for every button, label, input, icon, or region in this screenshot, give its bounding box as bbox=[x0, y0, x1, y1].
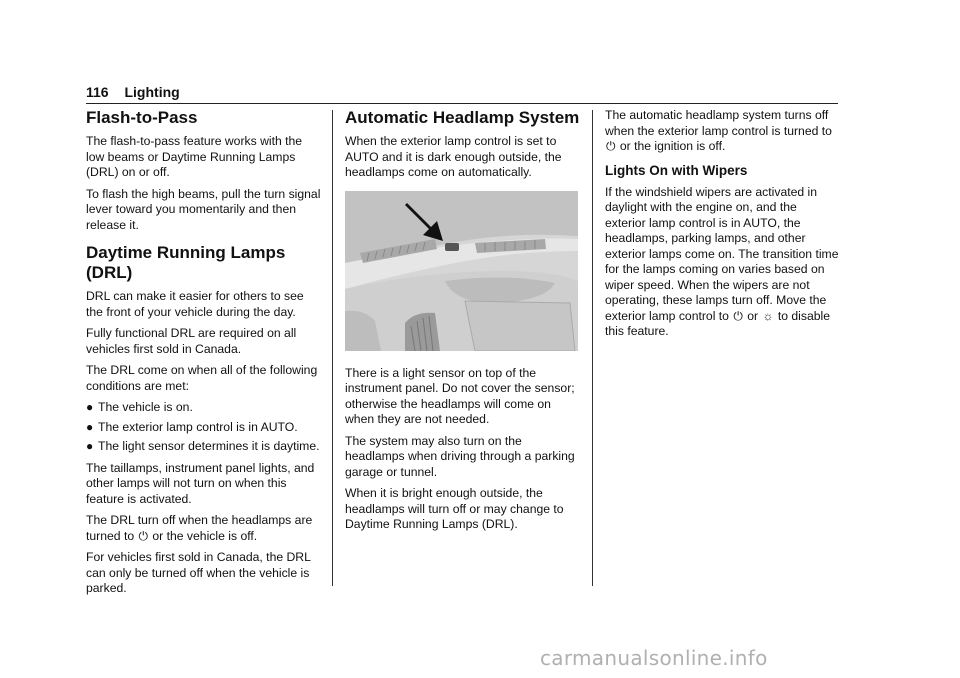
paragraph: The automatic headlamp system turns off when the exterior lamp control is turned to ⏻ or the ignition is off. bbox=[605, 108, 832, 153]
paragraph: The DRL come on when all of the following conditions are met: bbox=[86, 363, 318, 393]
section-title: Lighting bbox=[124, 84, 180, 100]
column-2 bbox=[345, 108, 580, 539]
paragraph: The system may also turn on the headlamps when driving through a parking garage or tunnel. bbox=[345, 433, 575, 479]
watermark-text: carmanualsonline.info bbox=[540, 646, 768, 670]
flash-to-pass-heading: Flash-to-Pass bbox=[86, 108, 198, 127]
page-header bbox=[86, 84, 838, 104]
conditions-list bbox=[86, 400, 322, 455]
column-divider bbox=[332, 110, 333, 586]
bullet-icon: ● bbox=[86, 419, 94, 434]
bullet-icon: ● bbox=[86, 439, 94, 453]
page-number: 116 bbox=[86, 84, 109, 100]
paragraph: If the windshield wipers are activated in daylight with the engine on, and the exterior lamp control is in AUTO, the headlamps, parking lamps, and other exterior lamps come on. The transition time for the lamps coming on varies based on wiper speed. When the wipers are not operating, these lamps turn off. Move the exterior lamp control to ⏻ or ☼ to disable this feature. bbox=[605, 184, 839, 338]
paragraph: For vehicles first sold in Canada, the DRL can only be turned off when the vehicle is parked. bbox=[86, 550, 311, 595]
automatic-headlamp-heading: Automatic Headlamp System bbox=[345, 108, 580, 127]
paragraph: There is a light sensor on top of the instrument panel. Do not cover the sensor; otherwise the headlamps will come on when they are not needed. bbox=[345, 365, 575, 426]
off-icon: ⏻ bbox=[733, 308, 743, 323]
off-icon: ⏻ bbox=[606, 139, 616, 153]
paragraph: To flash the high beams, pull the turn signal lever toward you momentarily and then release it. bbox=[86, 186, 321, 232]
parking-lamps-icon: ☼ bbox=[762, 308, 774, 323]
list-item: ● The vehicle is on. bbox=[86, 400, 193, 414]
off-icon: ⏻ bbox=[138, 528, 148, 543]
column-divider bbox=[592, 110, 593, 586]
bullet-icon: ● bbox=[86, 400, 94, 414]
drl-heading: Daytime Running Lamps (DRL) bbox=[86, 243, 286, 282]
light-sensor-illustration bbox=[345, 191, 578, 351]
paragraph: When the exterior lamp control is set to AUTO and it is dark enough outside, the headlamps come on automatically. bbox=[345, 134, 562, 179]
column-1 bbox=[86, 108, 322, 603]
column-3 bbox=[605, 108, 840, 346]
lights-on-with-wipers-heading: Lights On with Wipers bbox=[605, 162, 748, 178]
paragraph: The taillamps, instrument panel lights, and other lamps will not turn on when this feature is activated. bbox=[86, 460, 315, 506]
paragraph: The flash-to-pass feature works with the low beams or Daytime Running Lamps (DRL) on or off. bbox=[86, 134, 303, 179]
paragraph: The DRL turn off when the headlamps are turned to ⏻ or the vehicle is off. bbox=[86, 513, 313, 543]
paragraph: When it is bright enough outside, the headlamps will turn off or may change to Daytime Running Lamps (DRL). bbox=[345, 486, 564, 531]
paragraph: DRL can make it easier for others to see the front of your vehicle during the day. bbox=[86, 289, 304, 319]
list-item: ● The exterior lamp control is in AUTO. bbox=[86, 419, 298, 434]
paragraph: Fully functional DRL are required on all vehicles first sold in Canada. bbox=[86, 326, 297, 356]
list-item: ● The light sensor determines it is daytime. bbox=[86, 439, 320, 453]
